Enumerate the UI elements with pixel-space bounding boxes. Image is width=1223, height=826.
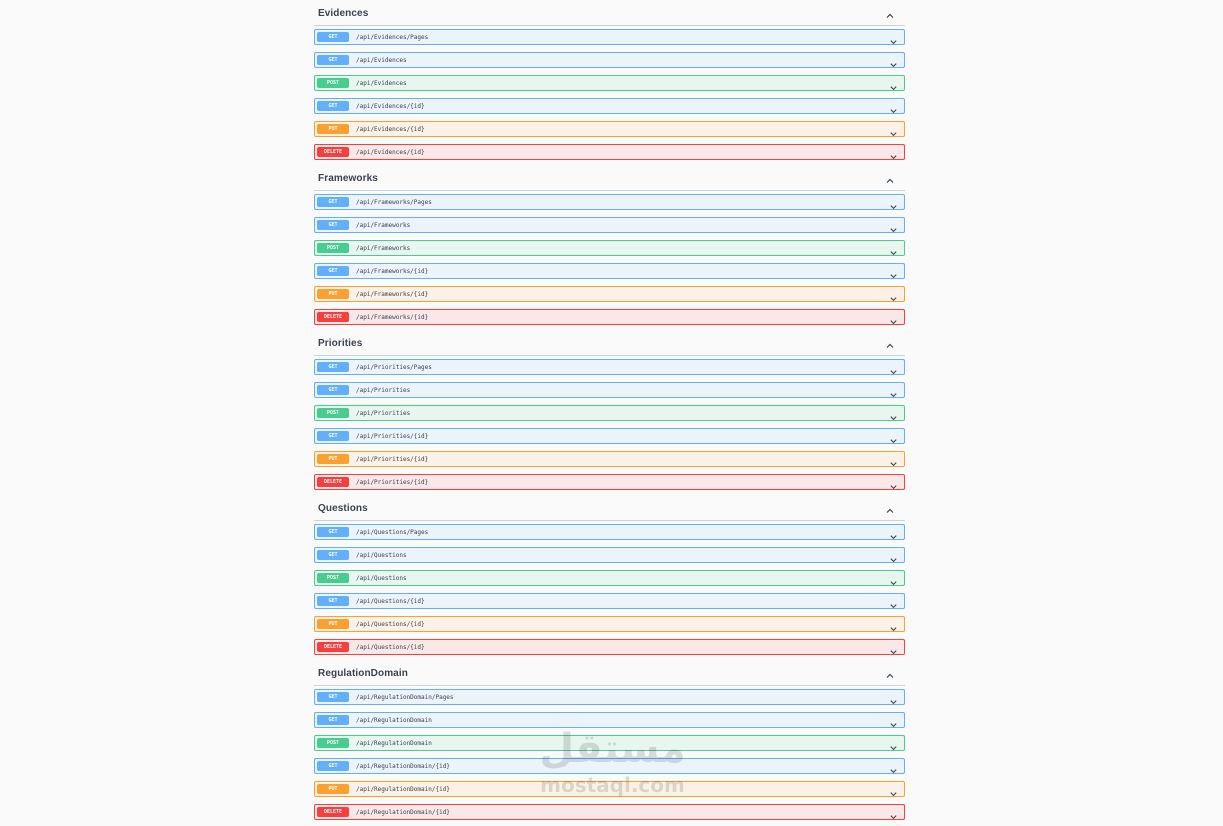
method-badge: GET [317, 101, 349, 111]
chevron-down-icon[interactable] [889, 785, 898, 793]
endpoint-path: /api/Evidences/Pages [356, 33, 429, 41]
method-badge: DELETE [317, 312, 349, 322]
operation-row[interactable] [314, 758, 905, 774]
operation-row[interactable] [314, 98, 905, 114]
chevron-down-icon[interactable] [889, 79, 898, 87]
endpoint-path: /api/Evidences/{id} [356, 148, 425, 156]
operation-row[interactable] [314, 474, 905, 490]
operation-row[interactable] [314, 735, 905, 751]
tag-section [314, 662, 905, 820]
operation-row[interactable] [314, 405, 905, 421]
chevron-down-icon[interactable] [889, 198, 898, 206]
method-badge: GET [317, 527, 349, 537]
method-badge: PUT [317, 619, 349, 629]
method-badge: GET [317, 761, 349, 771]
chevron-down-icon[interactable] [889, 478, 898, 486]
endpoint-path: /api/Frameworks [356, 244, 411, 252]
method-badge: GET [317, 596, 349, 606]
chevron-up-icon[interactable] [885, 173, 895, 183]
method-badge: GET [317, 715, 349, 725]
operation-row[interactable] [314, 309, 905, 325]
tag-title: RegulationDomain [318, 668, 408, 679]
operation-row[interactable] [314, 52, 905, 68]
endpoint-path: /api/Evidences/{id} [356, 102, 425, 110]
chevron-down-icon[interactable] [889, 313, 898, 321]
chevron-up-icon[interactable] [885, 338, 895, 348]
tag-section [314, 332, 905, 490]
chevron-down-icon[interactable] [889, 290, 898, 298]
method-badge: PUT [317, 784, 349, 794]
operation-row[interactable] [314, 121, 905, 137]
operation-row[interactable] [314, 616, 905, 632]
api-docs [314, 0, 905, 820]
chevron-down-icon[interactable] [889, 739, 898, 747]
chevron-down-icon[interactable] [889, 574, 898, 582]
method-badge: DELETE [317, 642, 349, 652]
chevron-down-icon[interactable] [889, 148, 898, 156]
chevron-down-icon[interactable] [889, 33, 898, 41]
chevron-down-icon[interactable] [889, 56, 898, 64]
operation-row[interactable] [314, 75, 905, 91]
operation-row[interactable] [314, 263, 905, 279]
chevron-down-icon[interactable] [889, 102, 898, 110]
operation-row[interactable] [314, 217, 905, 233]
endpoint-path: /api/Questions/{id} [356, 620, 425, 628]
tag-header[interactable] [314, 497, 905, 521]
endpoint-path: /api/Evidences [356, 56, 407, 64]
tag-section [314, 2, 905, 160]
tag-header[interactable] [314, 662, 905, 686]
tag-section [314, 497, 905, 655]
endpoint-path: /api/Questions [356, 551, 407, 559]
endpoint-path: /api/RegulationDomain/{id} [356, 808, 450, 816]
tag-title: Evidences [318, 8, 369, 19]
tag-header[interactable] [314, 167, 905, 191]
chevron-down-icon[interactable] [889, 551, 898, 559]
method-badge: GET [317, 550, 349, 560]
endpoint-path: /api/Priorities/{id} [356, 455, 429, 463]
endpoint-path: /api/RegulationDomain/{id} [356, 762, 450, 770]
operation-row[interactable] [314, 240, 905, 256]
chevron-down-icon[interactable] [889, 363, 898, 371]
method-badge: GET [317, 362, 349, 372]
endpoint-path: /api/Questions/Pages [356, 528, 429, 536]
chevron-down-icon[interactable] [889, 221, 898, 229]
chevron-up-icon[interactable] [885, 668, 895, 678]
method-badge: POST [317, 573, 349, 583]
endpoint-path: /api/Frameworks/{id} [356, 290, 429, 298]
operation-row[interactable] [314, 286, 905, 302]
method-badge: GET [317, 197, 349, 207]
chevron-down-icon[interactable] [889, 267, 898, 275]
method-badge: GET [317, 32, 349, 42]
chevron-up-icon[interactable] [885, 8, 895, 18]
chevron-down-icon[interactable] [889, 528, 898, 536]
operation-row[interactable] [314, 547, 905, 563]
method-badge: POST [317, 78, 349, 88]
method-badge: PUT [317, 454, 349, 464]
chevron-down-icon[interactable] [889, 432, 898, 440]
endpoint-path: /api/Questions/{id} [356, 597, 425, 605]
method-badge: GET [317, 55, 349, 65]
method-badge: GET [317, 220, 349, 230]
operation-row[interactable] [314, 29, 905, 45]
method-badge: POST [317, 408, 349, 418]
endpoint-path: /api/Priorities/Pages [356, 363, 432, 371]
chevron-down-icon[interactable] [889, 597, 898, 605]
tag-title: Frameworks [318, 173, 378, 184]
chevron-down-icon[interactable] [889, 762, 898, 770]
operation-row[interactable] [314, 524, 905, 540]
endpoint-path: /api/Questions [356, 574, 407, 582]
endpoint-path: /api/RegulationDomain/Pages [356, 693, 454, 701]
chevron-down-icon[interactable] [889, 620, 898, 628]
tag-header[interactable] [314, 2, 905, 26]
endpoint-path: /api/Questions/{id} [356, 643, 425, 651]
operation-row[interactable] [314, 781, 905, 797]
chevron-up-icon[interactable] [885, 503, 895, 513]
chevron-down-icon[interactable] [889, 643, 898, 651]
method-badge: PUT [317, 124, 349, 134]
operation-row[interactable] [314, 593, 905, 609]
endpoint-path: /api/Frameworks/{id} [356, 313, 429, 321]
operation-row[interactable] [314, 712, 905, 728]
method-badge: DELETE [317, 807, 349, 817]
method-badge: GET [317, 431, 349, 441]
tag-title: Questions [318, 503, 368, 514]
chevron-down-icon[interactable] [889, 409, 898, 417]
chevron-down-icon[interactable] [889, 125, 898, 133]
operation-row[interactable] [314, 359, 905, 375]
tag-section [314, 167, 905, 325]
chevron-down-icon[interactable] [889, 244, 898, 252]
operation-row[interactable] [314, 451, 905, 467]
tag-header[interactable] [314, 332, 905, 356]
operation-row[interactable] [314, 194, 905, 210]
method-badge: GET [317, 692, 349, 702]
endpoint-path: /api/Frameworks/{id} [356, 267, 429, 275]
tag-title: Priorities [318, 338, 363, 349]
operation-row[interactable] [314, 570, 905, 586]
endpoint-path: /api/Frameworks [356, 221, 411, 229]
method-badge: PUT [317, 289, 349, 299]
endpoint-path: /api/Priorities [356, 386, 411, 394]
operation-row[interactable] [314, 639, 905, 655]
endpoint-path: /api/Evidences/{id} [356, 125, 425, 133]
operation-row[interactable] [314, 689, 905, 705]
method-badge: GET [317, 385, 349, 395]
operation-row[interactable] [314, 144, 905, 160]
endpoint-path: /api/Priorities/{id} [356, 478, 429, 486]
method-badge: GET [317, 266, 349, 276]
method-badge: POST [317, 243, 349, 253]
endpoint-path: /api/RegulationDomain/{id} [356, 785, 450, 793]
endpoint-path: /api/Priorities [356, 409, 411, 417]
operation-row[interactable] [314, 428, 905, 444]
chevron-down-icon[interactable] [889, 693, 898, 701]
method-badge: DELETE [317, 147, 349, 157]
endpoint-path: /api/Evidences [356, 79, 407, 87]
endpoint-path: /api/Priorities/{id} [356, 432, 429, 440]
method-badge: DELETE [317, 477, 349, 487]
chevron-down-icon[interactable] [889, 455, 898, 463]
operation-row[interactable] [314, 382, 905, 398]
chevron-down-icon[interactable] [889, 808, 898, 816]
chevron-down-icon[interactable] [889, 716, 898, 724]
method-badge: POST [317, 738, 349, 748]
operation-row[interactable] [314, 804, 905, 820]
chevron-down-icon[interactable] [889, 386, 898, 394]
endpoint-path: /api/RegulationDomain [356, 739, 432, 747]
endpoint-path: /api/Frameworks/Pages [356, 198, 432, 206]
endpoint-path: /api/RegulationDomain [356, 716, 432, 724]
